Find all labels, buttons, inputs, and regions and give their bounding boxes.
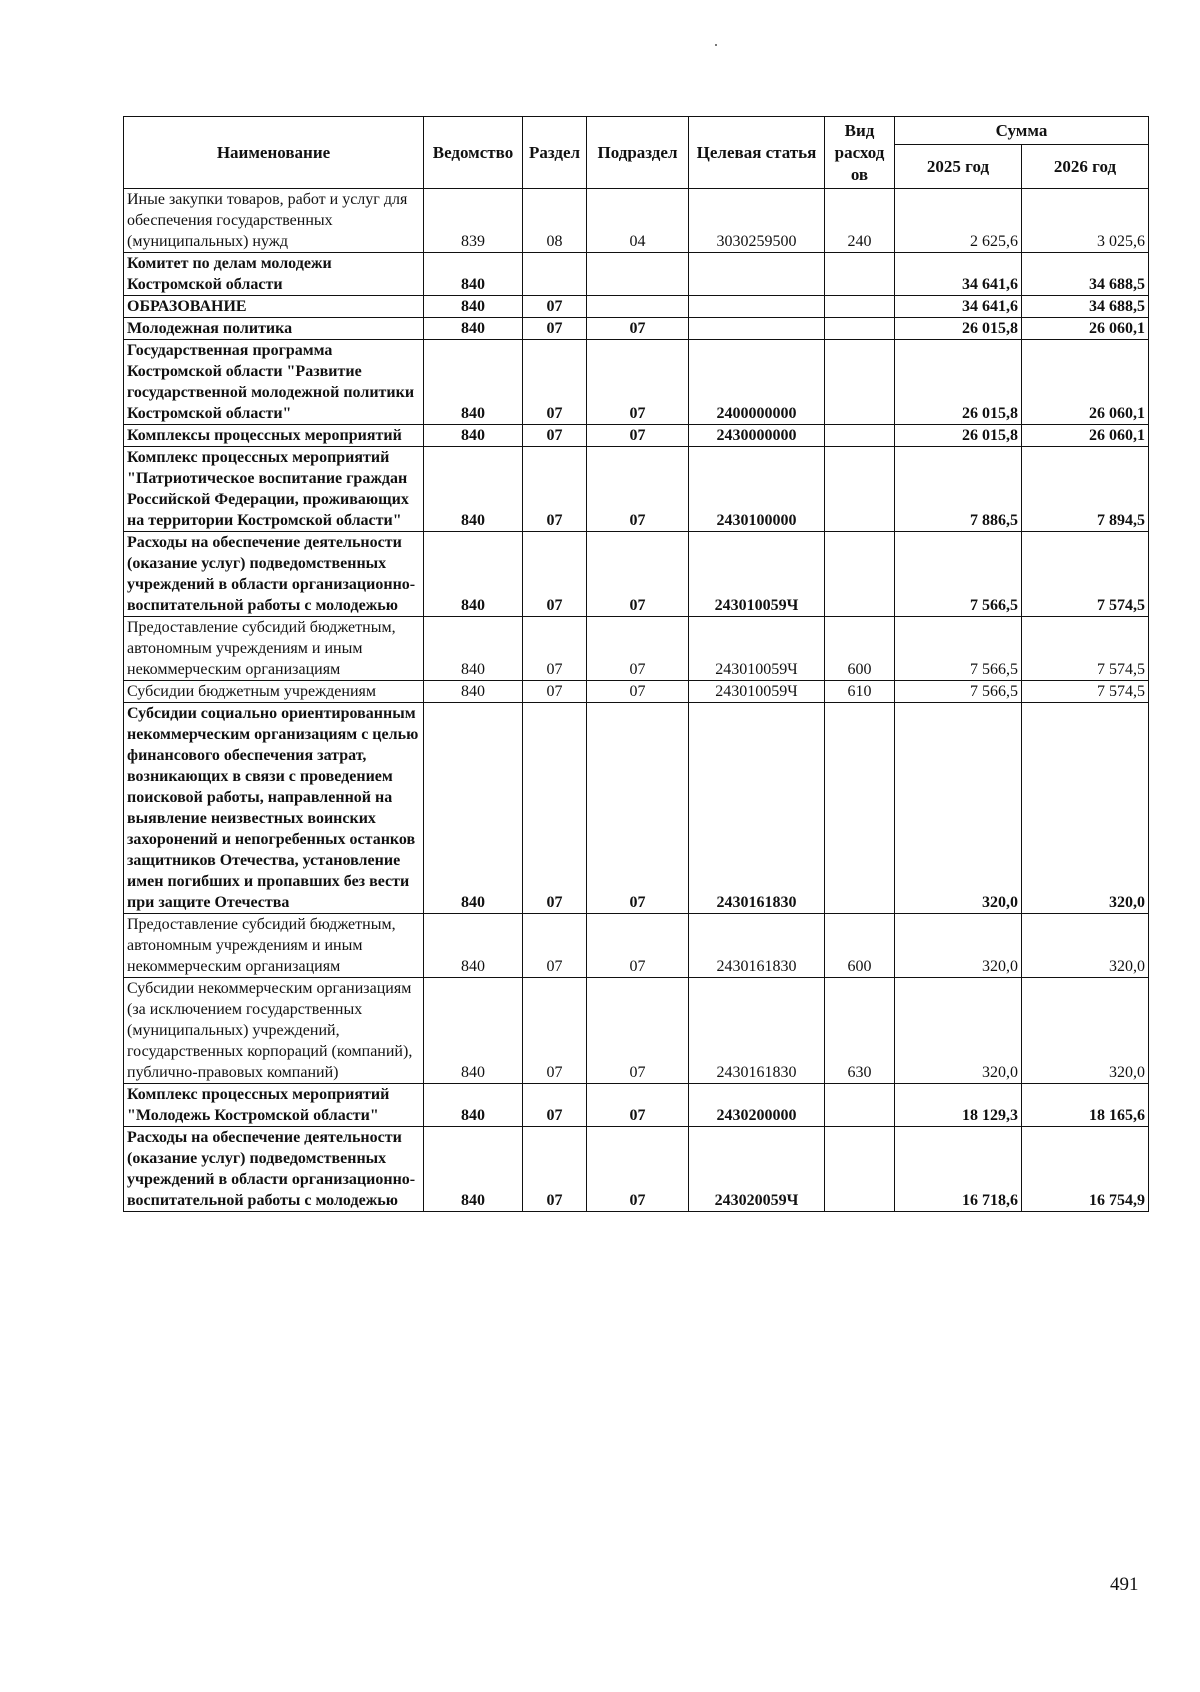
cell-vid [825,340,895,425]
cell-target: 2400000000 [689,340,825,425]
cell-target: 243010059Ч [689,681,825,703]
cell-name: Субсидии некоммерческим организациям (за исключением государственных (муниципальных) учреждений, государственных корпораций (компаний), публично-правовых компаний) [124,978,424,1084]
cell-vedomstvo: 840 [424,340,523,425]
table-row [124,681,1149,703]
cell-razdel: 07 [523,978,587,1084]
cell-sum-2025: 2 625,6 [895,189,1022,253]
cell-razdel: 07 [523,532,587,617]
cell-name: Предоставление субсидий бюджетным, автономным учреждениям и иным некоммерческим организациям [124,914,424,978]
table-row [124,318,1149,340]
cell-vedomstvo: 840 [424,703,523,914]
cell-vid: 240 [825,189,895,253]
cell-target: 3030259500 [689,189,825,253]
cell-razdel: 07 [523,617,587,681]
cell-podrazdel: 04 [587,189,689,253]
cell-podrazdel [587,296,689,318]
cell-target: 243010059Ч [689,532,825,617]
cell-podrazdel: 07 [587,914,689,978]
cell-name: Комплексы процессных мероприятий [124,425,424,447]
cell-vid [825,703,895,914]
cell-sum-2025: 7 566,5 [895,532,1022,617]
cell-name: ОБРАЗОВАНИЕ [124,296,424,318]
cell-vedomstvo: 840 [424,425,523,447]
cell-sum-2025: 7 886,5 [895,447,1022,532]
cell-name: Комитет по делам молодежи Костромской области [124,253,424,296]
cell-podrazdel: 07 [587,681,689,703]
cell-target [689,296,825,318]
cell-vid: 600 [825,914,895,978]
cell-name: Расходы на обеспечение деятельности (оказание услуг) подведомственных учреждений в области организационно-воспитательной работы с молодежью [124,1127,424,1212]
scan-speck [715,44,717,46]
header-vid: Вид расход ов [825,117,895,189]
table-row [124,617,1149,681]
cell-sum-2025: 18 129,3 [895,1084,1022,1127]
cell-razdel: 07 [523,340,587,425]
cell-vedomstvo: 840 [424,253,523,296]
cell-vedomstvo: 840 [424,296,523,318]
cell-vid [825,253,895,296]
cell-target [689,253,825,296]
cell-podrazdel: 07 [587,617,689,681]
cell-sum-2026: 18 165,6 [1022,1084,1149,1127]
cell-name: Комплекс процессных мероприятий "Патриотическое воспитание граждан Российской Федерации, проживающих на территории Костромской области" [124,447,424,532]
cell-podrazdel: 07 [587,340,689,425]
cell-target: 243020059Ч [689,1127,825,1212]
cell-sum-2026: 16 754,9 [1022,1127,1149,1212]
cell-sum-2026: 7 574,5 [1022,681,1149,703]
table-row [124,703,1149,914]
cell-target: 2430161830 [689,703,825,914]
budget-table [123,116,1149,1212]
table-row [124,914,1149,978]
cell-sum-2025: 34 641,6 [895,296,1022,318]
cell-sum-2026: 320,0 [1022,703,1149,914]
header-razdel: Раздел [523,117,587,189]
cell-sum-2026: 26 060,1 [1022,340,1149,425]
cell-target: 243010059Ч [689,617,825,681]
cell-name: Субсидии бюджетным учреждениям [124,681,424,703]
cell-vid [825,532,895,617]
cell-vedomstvo: 840 [424,318,523,340]
cell-razdel: 07 [523,1084,587,1127]
cell-sum-2025: 7 566,5 [895,681,1022,703]
cell-sum-2026: 7 574,5 [1022,617,1149,681]
cell-vedomstvo: 840 [424,914,523,978]
header-2025: 2025 год [895,145,1022,189]
cell-name: Субсидии социально ориентированным некоммерческим организациям с целью финансового обеспечения затрат, возникающих в связи с проведением поисковой работы, направленной на выявление неизвестных воинских захоронений и непогребенных останков защитников Отечества, установление имен погибших и пропавших без вести при защите Отечества [124,703,424,914]
cell-name: Государственная программа Костромской области "Развитие государственной молодежной политики Костромской области" [124,340,424,425]
cell-vedomstvo: 840 [424,532,523,617]
cell-vid: 600 [825,617,895,681]
cell-vid [825,425,895,447]
cell-vedomstvo: 840 [424,1127,523,1212]
table-row [124,425,1149,447]
cell-vedomstvo: 840 [424,681,523,703]
cell-sum-2025: 26 015,8 [895,340,1022,425]
table-body [124,189,1149,1212]
cell-razdel: 07 [523,318,587,340]
cell-sum-2026: 7 894,5 [1022,447,1149,532]
table-row [124,189,1149,253]
cell-vid [825,1127,895,1212]
cell-sum-2026: 34 688,5 [1022,253,1149,296]
cell-sum-2025: 320,0 [895,914,1022,978]
cell-target: 2430100000 [689,447,825,532]
cell-target: 2430161830 [689,914,825,978]
cell-razdel: 07 [523,914,587,978]
cell-razdel: 07 [523,296,587,318]
cell-vid [825,1084,895,1127]
cell-vid [825,447,895,532]
header-name: Наименование [124,117,424,189]
cell-name: Предоставление субсидий бюджетным, автономным учреждениям и иным некоммерческим организациям [124,617,424,681]
cell-name: Комплекс процессных мероприятий "Молодежь Костромской области" [124,1084,424,1127]
header-vedomstvo: Ведомство [424,117,523,189]
cell-podrazdel: 07 [587,703,689,914]
cell-podrazdel [587,253,689,296]
cell-vid [825,318,895,340]
cell-sum-2026: 320,0 [1022,914,1149,978]
cell-podrazdel: 07 [587,532,689,617]
cell-razdel: 07 [523,681,587,703]
cell-target: 2430161830 [689,978,825,1084]
cell-target [689,318,825,340]
cell-podrazdel: 07 [587,1127,689,1212]
cell-vedomstvo: 840 [424,447,523,532]
table-row [124,532,1149,617]
cell-sum-2026: 26 060,1 [1022,318,1149,340]
cell-razdel: 07 [523,1127,587,1212]
header-summa: Сумма [895,117,1149,145]
cell-podrazdel: 07 [587,1084,689,1127]
cell-name: Иные закупки товаров, работ и услуг для обеспечения государственных (муниципальных) нужд [124,189,424,253]
cell-podrazdel: 07 [587,425,689,447]
cell-name: Расходы на обеспечение деятельности (оказание услуг) подведомственных учреждений в области организационно-воспитательной работы с молодежью [124,532,424,617]
cell-vid: 630 [825,978,895,1084]
table-row [124,978,1149,1084]
table-row [124,340,1149,425]
table-row [124,253,1149,296]
header-target: Целевая статья [689,117,825,189]
cell-vid [825,296,895,318]
table-row [124,1084,1149,1127]
cell-vedomstvo: 840 [424,617,523,681]
table-row [124,447,1149,532]
cell-target: 2430000000 [689,425,825,447]
cell-sum-2026: 3 025,6 [1022,189,1149,253]
cell-sum-2025: 34 641,6 [895,253,1022,296]
cell-sum-2026: 26 060,1 [1022,425,1149,447]
cell-podrazdel: 07 [587,447,689,532]
cell-razdel: 07 [523,447,587,532]
cell-vedomstvo: 840 [424,1084,523,1127]
table-row [124,296,1149,318]
cell-sum-2026: 7 574,5 [1022,532,1149,617]
cell-vid: 610 [825,681,895,703]
cell-sum-2026: 34 688,5 [1022,296,1149,318]
cell-podrazdel: 07 [587,318,689,340]
cell-sum-2025: 26 015,8 [895,318,1022,340]
cell-razdel: 07 [523,703,587,914]
cell-sum-2025: 7 566,5 [895,617,1022,681]
cell-sum-2025: 16 718,6 [895,1127,1022,1212]
cell-razdel [523,253,587,296]
cell-name: Молодежная политика [124,318,424,340]
cell-target: 2430200000 [689,1084,825,1127]
header-2026: 2026 год [1022,145,1149,189]
cell-sum-2025: 320,0 [895,978,1022,1084]
cell-razdel: 07 [523,425,587,447]
cell-vedomstvo: 840 [424,978,523,1084]
cell-sum-2025: 26 015,8 [895,425,1022,447]
header-podrazdel: Подраздел [587,117,689,189]
cell-podrazdel: 07 [587,978,689,1084]
cell-razdel: 08 [523,189,587,253]
cell-vedomstvo: 839 [424,189,523,253]
cell-sum-2025: 320,0 [895,703,1022,914]
cell-sum-2026: 320,0 [1022,978,1149,1084]
page-number: 491 [1110,1574,1139,1595]
table-row [124,1127,1149,1212]
